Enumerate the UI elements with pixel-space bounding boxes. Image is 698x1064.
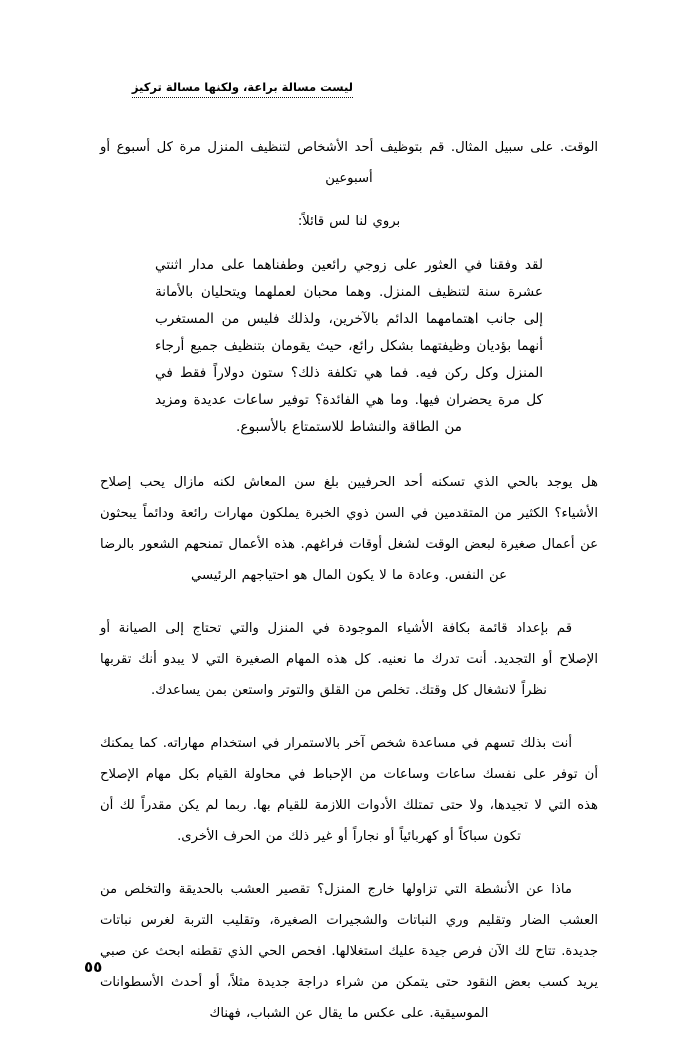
paragraph-3: قم بإعداد قائمة بكافة الأشياء الموجودة في المنزل والتي تحتاج إلى الصيانة أو الإصلاح أو التجديد. أنت تدرك ما نعنيه. كل هذه المهام الصغيرة التي لا يبدو أنك تقربها نظراً لانشغال كل وقتك. تخلص من القلق والتوتر واستعن بمن يساعدك.: [100, 621, 598, 698]
quote-attribution: بروي لنا لس قائلاً:: [297, 214, 401, 229]
paragraph-2: هل يوجد بالحي الذي تسكنه أحد الحرفيين بلغ سن المعاش لكنه مازال يحب إصلاح الأشياء؟ الكثير من المتقدمين في السن ذوي الخبرة يملكون مهارات رائعة ودائماً يبحثون عن أعمال صغيرة لبعض الوقت لشغل أوقات فراغهم. هذه الأعمال تمنحهم الشعور بالرضا عن النفس. وعادة ما لا يكون المال هو احتياجهم الرئيسي: [100, 475, 598, 583]
paragraph-1: الوقت. على سبيل المثال. قم بتوظيف أحد الأشخاص لتنظيف المنزل مرة كل أسبوع أو أسبوعين: [100, 140, 598, 186]
page-number: ٥٥: [84, 958, 103, 976]
quote-block: [155, 252, 543, 441]
quote-text: لقد وفقنا في العثور على زوجي رائعين وطفناهما على مدار اثنتي عشرة سنة لتنظيف المنزل. وهما محبان لعملهما ويتحليان بالأمانة إلى جانب اهتمامهما الدائم بالآخرين، ولذلك فليس من المستغرب أنهما بؤديان وظيفتهما بشكل رائع، حيث يقومان بتنظيف جميع أرجاء المنزل وكل ركن فيه. فما هي تكلفة ذلك؟ ستون دولاراً فقط في كل مرة يحضران فيها. وما هي الفائدة؟ توفير ساعات عديدة ومزيد من الطاقة والنشاط للاستمتاع بالأسبوع.: [155, 257, 543, 435]
running-header: [100, 76, 353, 98]
paragraph-4: أنت بذلك تسهم في مساعدة شخص آخر بالاستمرار في استخدام مهاراته. كما يمكنك أن توفر على نفسك ساعات وساعات من الإحباط في محاولة القيام بكل مهام الإصلاح هذه التي لا تجيدها، ولا حتى تمتلك الأدوات اللازمة للقيام بها. ربما لم يكن مقدراً لك أن تكون سباكاً أو كهربائياً أو نجاراً أو غير ذلك من الحرف الأخرى.: [100, 736, 598, 844]
paragraph-5: ماذا عن الأنشطة التي تزاولها خارج المنزل؟ تقصير العشب بالحديقة والتخلص من العشب الضار وتقليم وري النباتات والشجيرات الصغيرة، وتقليب التربة لغرس نباتات جديدة. تتاح لك الآن فرص جيدة عليك استغلالها. افحص الحي الذي تقطنه ابحث عن صبي يريد كسب بعض النقود حتى يتمكن من شراء دراجة جديدة مثلاً، أو أحدث الأسطوانات الموسيقية. على عكس ما يقال عن الشباب، فهناك: [100, 882, 598, 1021]
running-header-text: ليست مسالة براعة، ولكنها مسالة تركيز: [132, 81, 353, 98]
page-content: [100, 132, 598, 1051]
